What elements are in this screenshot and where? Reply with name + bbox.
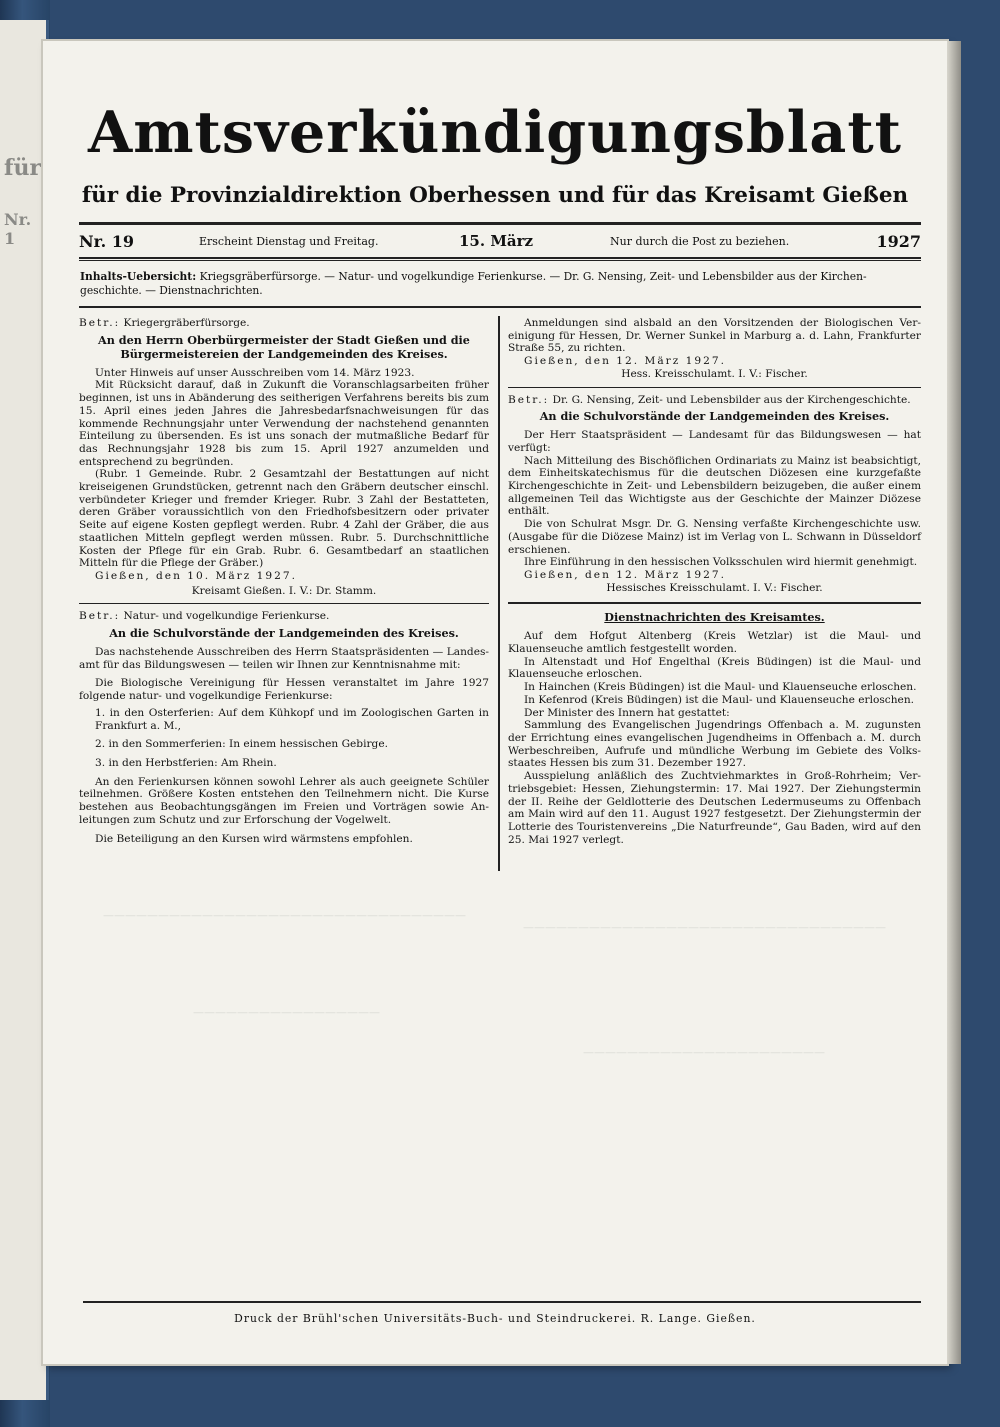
- article-kriegsgraeber-signature: Kreisamt Gießen. I. V.: Dr. Stamm.: [191, 584, 377, 597]
- article-ferienkurse-subject: Betr.: Natur- und vogelkundige Ferienkurse.: [79, 610, 330, 623]
- article-divider: [508, 602, 921, 604]
- toc-rule: [79, 306, 921, 308]
- article-kirchengeschichte-approval: Ihre Einführung in den hessischen Volksschulen wird hiermit genehmigt.: [524, 556, 918, 569]
- dienstnachrichten-item: Sammlung des Evangelischen Jugendrings Offenbach a. M. zugunsten der Errichtung eines evangelischen Jugendheims in Offenbach a. M. durch Werbeschreiben, Aufrufe und mündliche Werbung im Gebiete des Volksstaates Hessen bis zum 31. Dezember 1927.: [508, 719, 921, 770]
- toc-label: Inhalts-Uebersicht:: [80, 270, 197, 283]
- article-ferienkurse-signature: Hess. Kreisschulamt. I. V.: Fischer.: [621, 367, 808, 380]
- article-kriegsgraeber-place-date: Gießen, den 10. März 1927.: [95, 569, 297, 582]
- issue-date: 15. März: [459, 232, 534, 250]
- footer-rule: [83, 1301, 921, 1303]
- article-ferienkurse-recommendation: Die Beteiligung an den Kursen wird wärmstens empfohlen.: [95, 832, 413, 845]
- ghost-text: Nr. 1: [4, 210, 32, 248]
- table-of-contents: [80, 270, 920, 298]
- article-kirchengeschichte-subject: Betr.: Dr. G. Nensing, Zeit- und Lebensbilder aus der Kirchengeschichte.: [508, 393, 911, 406]
- article-divider: [508, 387, 921, 388]
- dienstnachrichten-item: In Hainchen (Kreis Büdingen) ist die Maul- und Klauenseuche erloschen.: [524, 681, 917, 694]
- article-kriegsgraeber-rubrics: (Rubr. 1 Gemeinde. Rubr. 2 Gesamtzahl der Bestattungen auf nicht kreiseigenen Grundstücken, getrennt nach den Gräbern deutscher einschl. verbündeter Krieger und fremder Krieger. Rubr. 3 Zahl der Bestatteten, deren Gräber voraussichtlich von den Friedhofsbesitzern oder privater Seite auf eigene Kosten gepflegt werden. Rubr. 4 Zahl der Gräber, die aus staatlichen Mitteln gepflegt werden müssen. Rubr. 5. Durchschnittliche Kosten der Pflege für ein Grab. Rubr. 6. Gesamtbedarf an staatlichen Mitteln für die Pflege der Gräber.): [79, 468, 489, 570]
- dienstnachrichten-item: Ausspielung anläßlich des Zuchtviehmarktes in Groß-Rohrheim; Vertriebsgebiet: Hessen, Ziehungstermin: 17. Mai 1927. Der Ziehungstermin der II. Reihe der Geldlotterie des Deutschen Ledermuseums zu Offenbach am Main wird auf den 11. August 1927 festgesetzt. Der Ziehungstermin der Lotterie des Touristenvereins „Die Naturfreunde“, Gau Baden, wird auf den 25. Mai 1927 verlegt.: [508, 770, 921, 846]
- dienstnachrichten-item: Der Minister des Innern hat gestattet:: [524, 706, 730, 719]
- article-ferienkurse-place-date: Gießen, den 12. März 1927.: [524, 355, 726, 368]
- article-kirchengeschichte-intro: Der Herr Staatspräsident — Landesamt für das Bildungswesen — hat verfügt:: [508, 429, 921, 454]
- article-kriegsgraeber-heading: An den Herrn Oberbürgermeister der Stadt Gießen und die Bürgermeistereien der Landgemeinden des Kreises.: [98, 332, 470, 361]
- column-separator: [498, 316, 500, 871]
- issue-rule-top: [79, 257, 921, 259]
- bleed-through: —————————————————————————————————: [103, 909, 466, 922]
- issue-rule-bottom: [79, 260, 921, 261]
- article-kirchengeschichte-signature: Hessisches Kreisschulamt. I. V.: Fischer.: [606, 581, 823, 594]
- issue-info-row: [79, 232, 921, 254]
- printer-imprint: Druck der Brühl'schen Universitäts-Buch- und Steindruckerei. R. Lange. Gießen.: [234, 1312, 756, 1325]
- toc-text: Kriegsgräberfürsorge. — Natur- und vogelkundige Ferienkurse. — Dr. G. Nensing, Zeit- und Lebensbilder aus der Kirchengeschichte. — Dienstnachrichten.: [80, 270, 867, 297]
- article-kriegsgraeber-body: Mit Rücksicht darauf, daß in Zukunft die Voranschlagsarbeiten früher beginnen, ist uns in Abänderung des seitherigen Verfahrens bereits bis zum 15. April eines jeden Jahres die Jahresbedarfsnachweisungen für das kommende Rechnungsjahr unter Verwendung der nachstehend genannten Einteilung zu übersenden. Es ist uns sonach der mutmaßliche Bedarf für das Rechnungsjahr 1928 bis zum 15. April 1927 anzumelden und entsprechend zu begründen.: [79, 379, 489, 468]
- masthead-subtitle: für die Provinzialdirektion Oberhessen und für das Kreisamt Gießen: [81, 183, 909, 208]
- article-kirchengeschichte-heading: An die Schulvorstände der Landgemeinden des Kreises.: [539, 409, 890, 424]
- bleed-through: —————————————————: [193, 1006, 380, 1019]
- issue-schedule: Erscheint Dienstag und Freitag.: [199, 235, 379, 248]
- article-ferienkurse-details: An den Ferienkursen können sowohl Lehrer als auch geeignete Schüler teilnehmen. Größere Kosten entstehen den Teilnehmern nicht. Die Kurse bestehen aus Beobachtungsgängen im Freien und Vorträgen sowie Anleitungen zum Schutz und zur Erforschung der Vogelwelt.: [79, 775, 489, 826]
- dienstnachrichten-item: In Kefenrod (Kreis Büdingen) ist die Maul- und Klauenseuche erloschen.: [524, 693, 915, 706]
- article-dienstnachrichten-heading: Dienstnachrichten des Kreisamtes.: [604, 610, 825, 625]
- left-column: [79, 317, 489, 845]
- bleed-through: ——————————————————————: [583, 1046, 825, 1059]
- article-kirchengeschichte-body: Nach Mitteilung des Bischöflichen Ordinariats zu Mainz ist beabsichtigt, dem Einheitskatechismus für die deutschen Diözesen eine kurzgefaßte Kirchengeschichte in Zeit- und Lebensbildern beizugeben, die außer einem allgemeinen Teil das Wichtigste aus der Geschichte der Mainzer Diözese enthält.: [508, 454, 921, 518]
- issue-number: Nr. 19: [79, 232, 134, 251]
- issue-subscription: Nur durch die Post zu beziehen.: [610, 235, 790, 248]
- ferienkurse-list-item: 1. in den Osterferien: Auf dem Kühkopf und im Zoologischen Garten in Frankfurt a. M.,: [95, 706, 489, 732]
- article-ferienkurse-intro: Das nachstehende Ausschreiben des Herrn Staatspräsidenten — Landesamt für das Bildungswesen — teilen wir Ihnen zur Kenntnisnahme mit:: [79, 646, 489, 671]
- issue-year: 1927: [876, 232, 921, 251]
- article-ferienkurse-registration: Anmeldungen sind alsbald an den Vorsitzenden der Biologischen Vereinigung für Hessen, Dr. Werner Sunkel in Marburg a. d. Lahn, Frankfurter Straße 55, zu richten.: [508, 317, 921, 355]
- ferienkurse-list-item: 3. in den Herbstferien: Am Rhein.: [95, 756, 277, 769]
- ferienkurse-list-item: 2. in den Sommerferien: In einem hessischen Gebirge.: [95, 738, 388, 751]
- dienstnachrichten-item: In Altenstadt und Hof Engelthal (Kreis Büdingen) ist die Maul- und Klauenseuche erloschen.: [508, 655, 921, 681]
- article-kirchengeschichte-place-date: Gießen, den 12. März 1927.: [524, 568, 726, 581]
- article-ferienkurse-heading: An die Schulvorstände der Landgemeinden des Kreises.: [109, 626, 459, 641]
- masthead-rule: [79, 222, 921, 225]
- dienstnachrichten-item: Auf dem Hofgut Altenberg (Kreis Wetzlar) ist die Maul- und Klauenseuche amtlich festgestellt worden.: [508, 630, 921, 656]
- article-kirchengeschichte-publication: Die von Schulrat Msgr. Dr. G. Nensing verfaßte Kirchengeschichte usw. (Ausgabe für die Diözese Mainz) ist im Verlag von L. Schwann in Düsseldorf erschienen.: [508, 518, 921, 556]
- right-column: [508, 317, 921, 846]
- previous-page-edge: [0, 20, 49, 1400]
- article-kriegsgraeber-reference: Unter Hinweis auf unser Ausschreiben vom 14. März 1923.: [95, 366, 415, 379]
- ghost-text: für: [4, 155, 42, 181]
- ferienkurse-list: [79, 707, 489, 770]
- article-divider: [79, 603, 489, 604]
- bleed-through: —————————————————————————————————: [523, 921, 886, 934]
- article-kriegsgraeber-subject: Betr.: Kriegergräberfürsorge.: [79, 317, 250, 329]
- newspaper-page: [43, 41, 947, 1364]
- article-ferienkurse-announcement: Die Biologische Vereinigung für Hessen veranstaltet im Jahre 1927 folgende natur- und vogelkundige Ferienkurse:: [79, 677, 489, 703]
- masthead-title: Amtsverkündigungsblatt: [87, 99, 903, 166]
- page-edge-stack: [947, 41, 961, 1364]
